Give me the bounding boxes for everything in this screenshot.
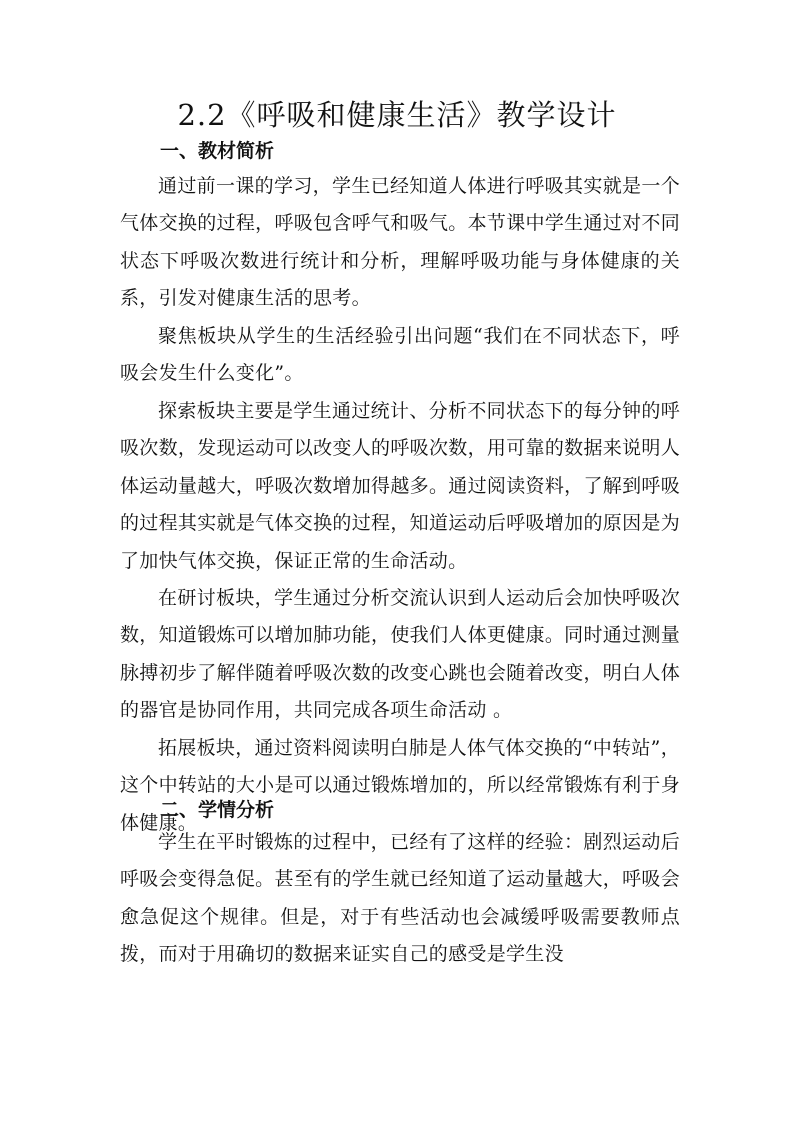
paragraph-explore: 探索板块主要是学生通过统计、分析不同状态下的每分钟的呼吸次数，发现运动可以改变人的呼吸次数，用可靠的数据来说明人体运动量越大，呼吸次数增加得越多。通过阅读资料，了解到呼吸的过程其实就是气体交换的过程，知道运动后呼吸增加的原因是为了加快气体交换，保证正常的生命活动。 — [120, 400, 680, 572]
document-title: 2.2《呼吸和健康生活》教学设计 — [177, 98, 617, 132]
section-heading-textbook-analysis: 一、教材简析 — [160, 140, 275, 162]
paragraph-overview: 通过前一课的学习，学生已经知道人体进行呼吸其实就是一个气体交换的过程，呼吸包含呼气和吸气。本节课中学生通过对不同状态下呼吸次数进行统计和分析，理解呼吸功能与身体健康的关系，引发对健康生活的思考。 — [120, 175, 680, 310]
paragraph-discuss: 在研讨板块，学生通过分析交流认识到人运动后会加快呼吸次数，知道锻炼可以增加肺功能，使我们人体更健康。同时通过测量脉搏初步了解伴随着呼吸次数的改变心跳也会随着改变，明白人体的器官是协同作用，共同完成各项生命活动 。 — [120, 587, 680, 722]
paragraph-extend: 拓展板块，通过资料阅读明白肺是人体气体交换的“中转站”，这个中转站的大小是可以通过锻炼增加的，所以经常锻炼有利于身体健康。 — [120, 737, 680, 834]
section-heading-learner-analysis: 二、学情分析 — [160, 799, 275, 821]
paragraph-learner: 学生在平时锻炼的过程中，已经有了这样的经验：剧烈运动后呼吸会变得急促。甚至有的学生就已经知道了运动量越大，呼吸会愈急促这个规律。但是，对于有些活动也会减缓呼吸需要教师点拨，而对于用确切的数据来证实自己的感受是学生没 — [120, 831, 680, 966]
paragraph-focus: 聚焦板块从学生的生活经验引出问题“我们在不同状态下，呼吸会发生什么变化”。 — [120, 325, 680, 385]
